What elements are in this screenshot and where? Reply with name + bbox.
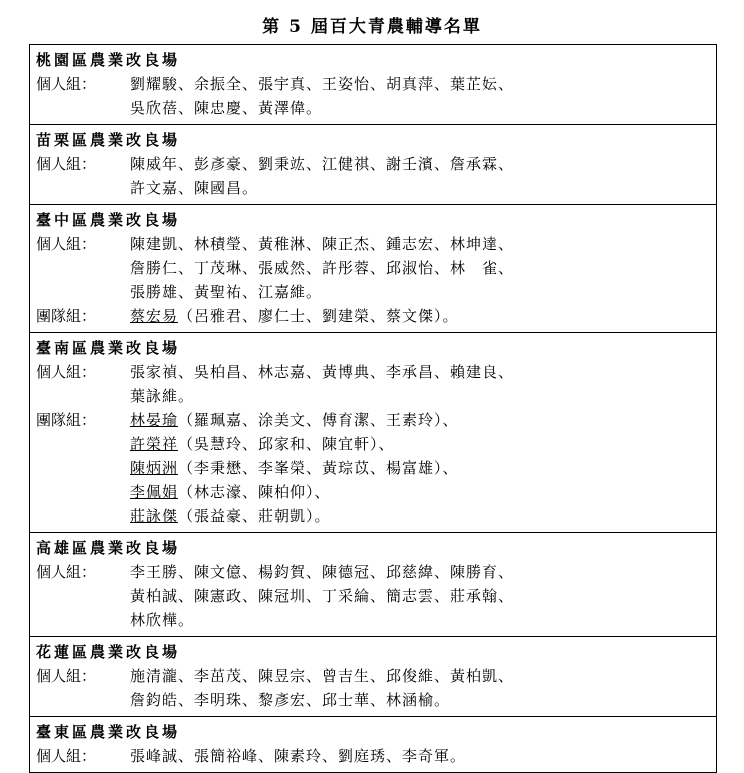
team-leader: 許榮祥: [130, 435, 179, 453]
group-label: 個人組：: [36, 363, 97, 381]
group-label: 團隊組：: [36, 307, 97, 325]
station-title: 臺南區農業改良場: [36, 339, 181, 357]
station-title: 高雄區農業改良場: [36, 539, 181, 557]
name-line: 黃柏誠、陳憲政、陳冠圳、丁采綸、簡志雲、莊承翰、: [130, 587, 515, 605]
name-line: 詹鈞皓、李明珠、黎彥宏、邱士華、林涵榆。: [130, 691, 451, 709]
name-line: 林欣樺。: [130, 611, 195, 629]
award-group: [36, 360, 710, 408]
name-line: 張勝雄、黃聖祐、江嘉維。: [130, 283, 323, 301]
group-names: [130, 664, 710, 712]
award-group: [36, 232, 710, 304]
team-members: （吳慧玲、邱家和、陳宜軒）、: [178, 435, 395, 453]
award-group: [36, 664, 710, 712]
group-label: 個人組：: [36, 667, 97, 685]
group-names: [130, 232, 710, 304]
team-members: （林志濠、陳柏仰）、: [178, 483, 331, 501]
station-section: [30, 637, 716, 717]
name-line: 張家禎、吳柏昌、林志嘉、黃博典、李承昌、賴建良、: [130, 363, 515, 381]
group-label: 個人組：: [36, 563, 97, 581]
station-section: [30, 125, 716, 205]
station-title: 花蓮區農業改良場: [36, 643, 181, 661]
team-leader: 莊詠傑: [130, 507, 179, 525]
team-line: [130, 480, 710, 504]
station-title: 臺中區農業改良場: [36, 211, 181, 229]
station-section: [30, 717, 716, 773]
group-names: [130, 72, 710, 120]
team-line: [130, 408, 710, 432]
award-group: [36, 560, 710, 632]
team-leader: 蔡宏易: [130, 307, 179, 325]
team-line: [130, 304, 710, 328]
name-line: 劉耀駿、余振全、張宇真、王姿怡、胡真萍、葉芷妘、: [130, 75, 515, 93]
award-group: [36, 744, 710, 768]
name-line: 張峰誠、張簡裕峰、陳素玲、劉庭琇、李奇軍。: [130, 747, 467, 765]
award-group: [36, 152, 710, 200]
team-members: （羅珮嘉、涂美文、傅育潔、王素玲）、: [178, 411, 459, 429]
award-group: [36, 304, 710, 328]
station-section: [30, 333, 716, 533]
group-names: [130, 744, 710, 768]
team-line: [130, 456, 710, 480]
name-line: 詹勝仁、丁茂琳、張威然、許彤蓉、邱淑怡、林 雀、: [130, 259, 515, 277]
name-line: 陳建凱、林積瑩、黃稚淋、陳正杰、鍾志宏、林坤達、: [130, 235, 515, 253]
group-label: 個人組：: [36, 155, 97, 173]
name-line: 吳欣蓓、陳忠慶、黃澤偉。: [130, 99, 323, 117]
team-members: （張益豪、莊朝凱）。: [178, 507, 331, 525]
name-line: 李王勝、陳文億、楊鈞賀、陳德冠、邱慈緯、陳勝育、: [130, 563, 515, 581]
team-leader: 林晏瑜: [130, 411, 179, 429]
group-label: 個人組：: [36, 747, 97, 765]
station-title: 苗栗區農業改良場: [36, 131, 181, 149]
station-title: 桃園區農業改良場: [36, 51, 181, 69]
station-title: 臺東區農業改良場: [36, 723, 181, 741]
awardee-table: [29, 44, 717, 773]
station-section: [30, 45, 716, 125]
award-group: [36, 408, 710, 528]
page-title: 第 5 屆百大青農輔導名單: [262, 17, 482, 37]
group-label: 團隊組：: [36, 411, 97, 429]
name-line: 施清瀧、李茁茂、陳昱宗、曾吉生、邱俊維、黃柏凱、: [130, 667, 515, 685]
station-section: [30, 533, 716, 637]
name-line: 陳威年、彭彥豪、劉秉竑、江健祺、謝壬濱、詹承霖、: [130, 155, 515, 173]
team-members: （呂雅君、廖仁士、劉建榮、蔡文傑）。: [178, 307, 459, 325]
group-names: [130, 152, 710, 200]
group-names: [130, 304, 710, 328]
group-label: 個人組：: [36, 235, 97, 253]
group-names: [130, 408, 710, 528]
team-line: [130, 504, 710, 528]
award-group: [36, 72, 710, 120]
station-section: [30, 205, 716, 333]
team-line: [130, 432, 710, 456]
team-leader: 李佩娟: [130, 483, 179, 501]
team-leader: 陳炳洲: [130, 459, 179, 477]
name-line: 葉詠維。: [130, 387, 195, 405]
group-names: [130, 560, 710, 632]
team-members: （李秉懋、李峯榮、黃琮苡、楊富雄）、: [178, 459, 459, 477]
name-line: 許文嘉、陳國昌。: [130, 179, 259, 197]
group-names: [130, 360, 710, 408]
group-label: 個人組：: [36, 75, 97, 93]
